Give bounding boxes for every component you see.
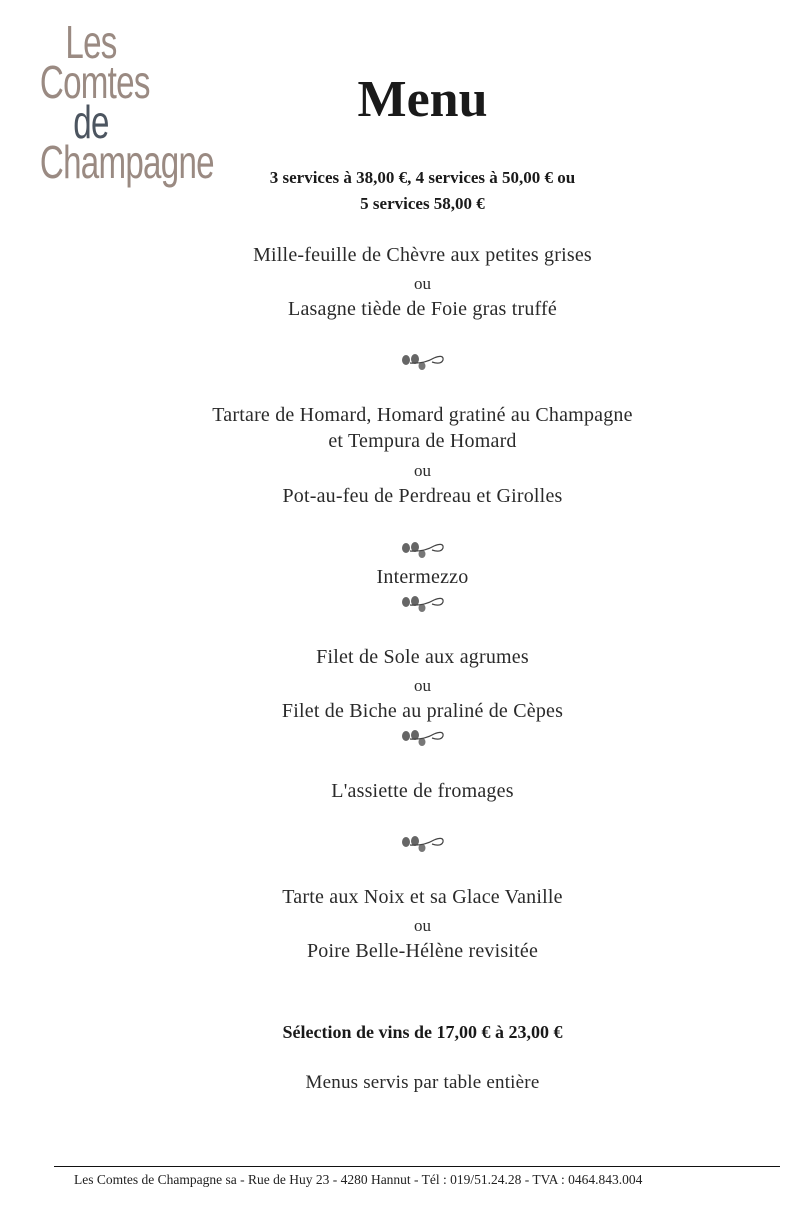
- fish-or: ou: [414, 676, 431, 695]
- leaf-flourish-icon: [400, 592, 448, 614]
- leaf-flourish-icon: [400, 726, 448, 748]
- logo-line-2: de: [73, 96, 109, 148]
- service-note: Menus servis par table entière: [305, 1072, 540, 1093]
- leaf-flourish-icon: [400, 538, 448, 560]
- fish-option-b: Filet de Biche au praliné de Cèpes: [281, 700, 564, 722]
- starter-or: ou: [414, 274, 431, 293]
- wine-selection: Sélection de vins de 17,00 € à 23,00 €: [282, 1022, 563, 1042]
- main-or: ou: [414, 461, 431, 480]
- footer-divider: [54, 1166, 780, 1167]
- main-option-a-line-1: Tartare de Homard, Homard gratiné au Champagne: [212, 404, 633, 426]
- intermezzo: Intermezzo: [376, 566, 469, 588]
- main-option-a-line-2: et Tempura de Homard: [328, 430, 517, 452]
- page-title: Menu: [357, 71, 488, 128]
- dessert-option-b: Poire Belle-Hélène revisitée: [306, 940, 539, 962]
- cheese-course: L'assiette de fromages: [331, 780, 514, 802]
- fish-option-a: Filet de Sole aux agrumes: [316, 646, 529, 668]
- leaf-flourish-icon: [400, 832, 448, 854]
- starter-option-b: Lasagne tiède de Foie gras truffé: [288, 298, 557, 320]
- dessert-option-a: Tarte aux Noix et sa Glace Vanille: [282, 886, 563, 908]
- pricing-line-1: 3 services à 38,00 €, 4 services à 50,00 € ou: [269, 168, 576, 187]
- starter-option-a: Mille-feuille de Chèvre aux petites grises: [253, 244, 592, 266]
- leaf-flourish-icon: [400, 350, 448, 372]
- pricing-line-2: 5 services 58,00 €: [360, 194, 485, 213]
- dessert-or: ou: [414, 916, 431, 935]
- logo-line-1: Les Comtes: [39, 16, 150, 108]
- footer-address: Les Comtes de Champagne sa - Rue de Huy 23 - 4280 Hannut - Tél : 019/51.24.28 - TVA : 0464.843.004: [74, 1172, 643, 1187]
- main-option-b: Pot-au-feu de Perdreau et Girolles: [282, 485, 563, 507]
- logo-line-3: Champagne: [39, 136, 214, 188]
